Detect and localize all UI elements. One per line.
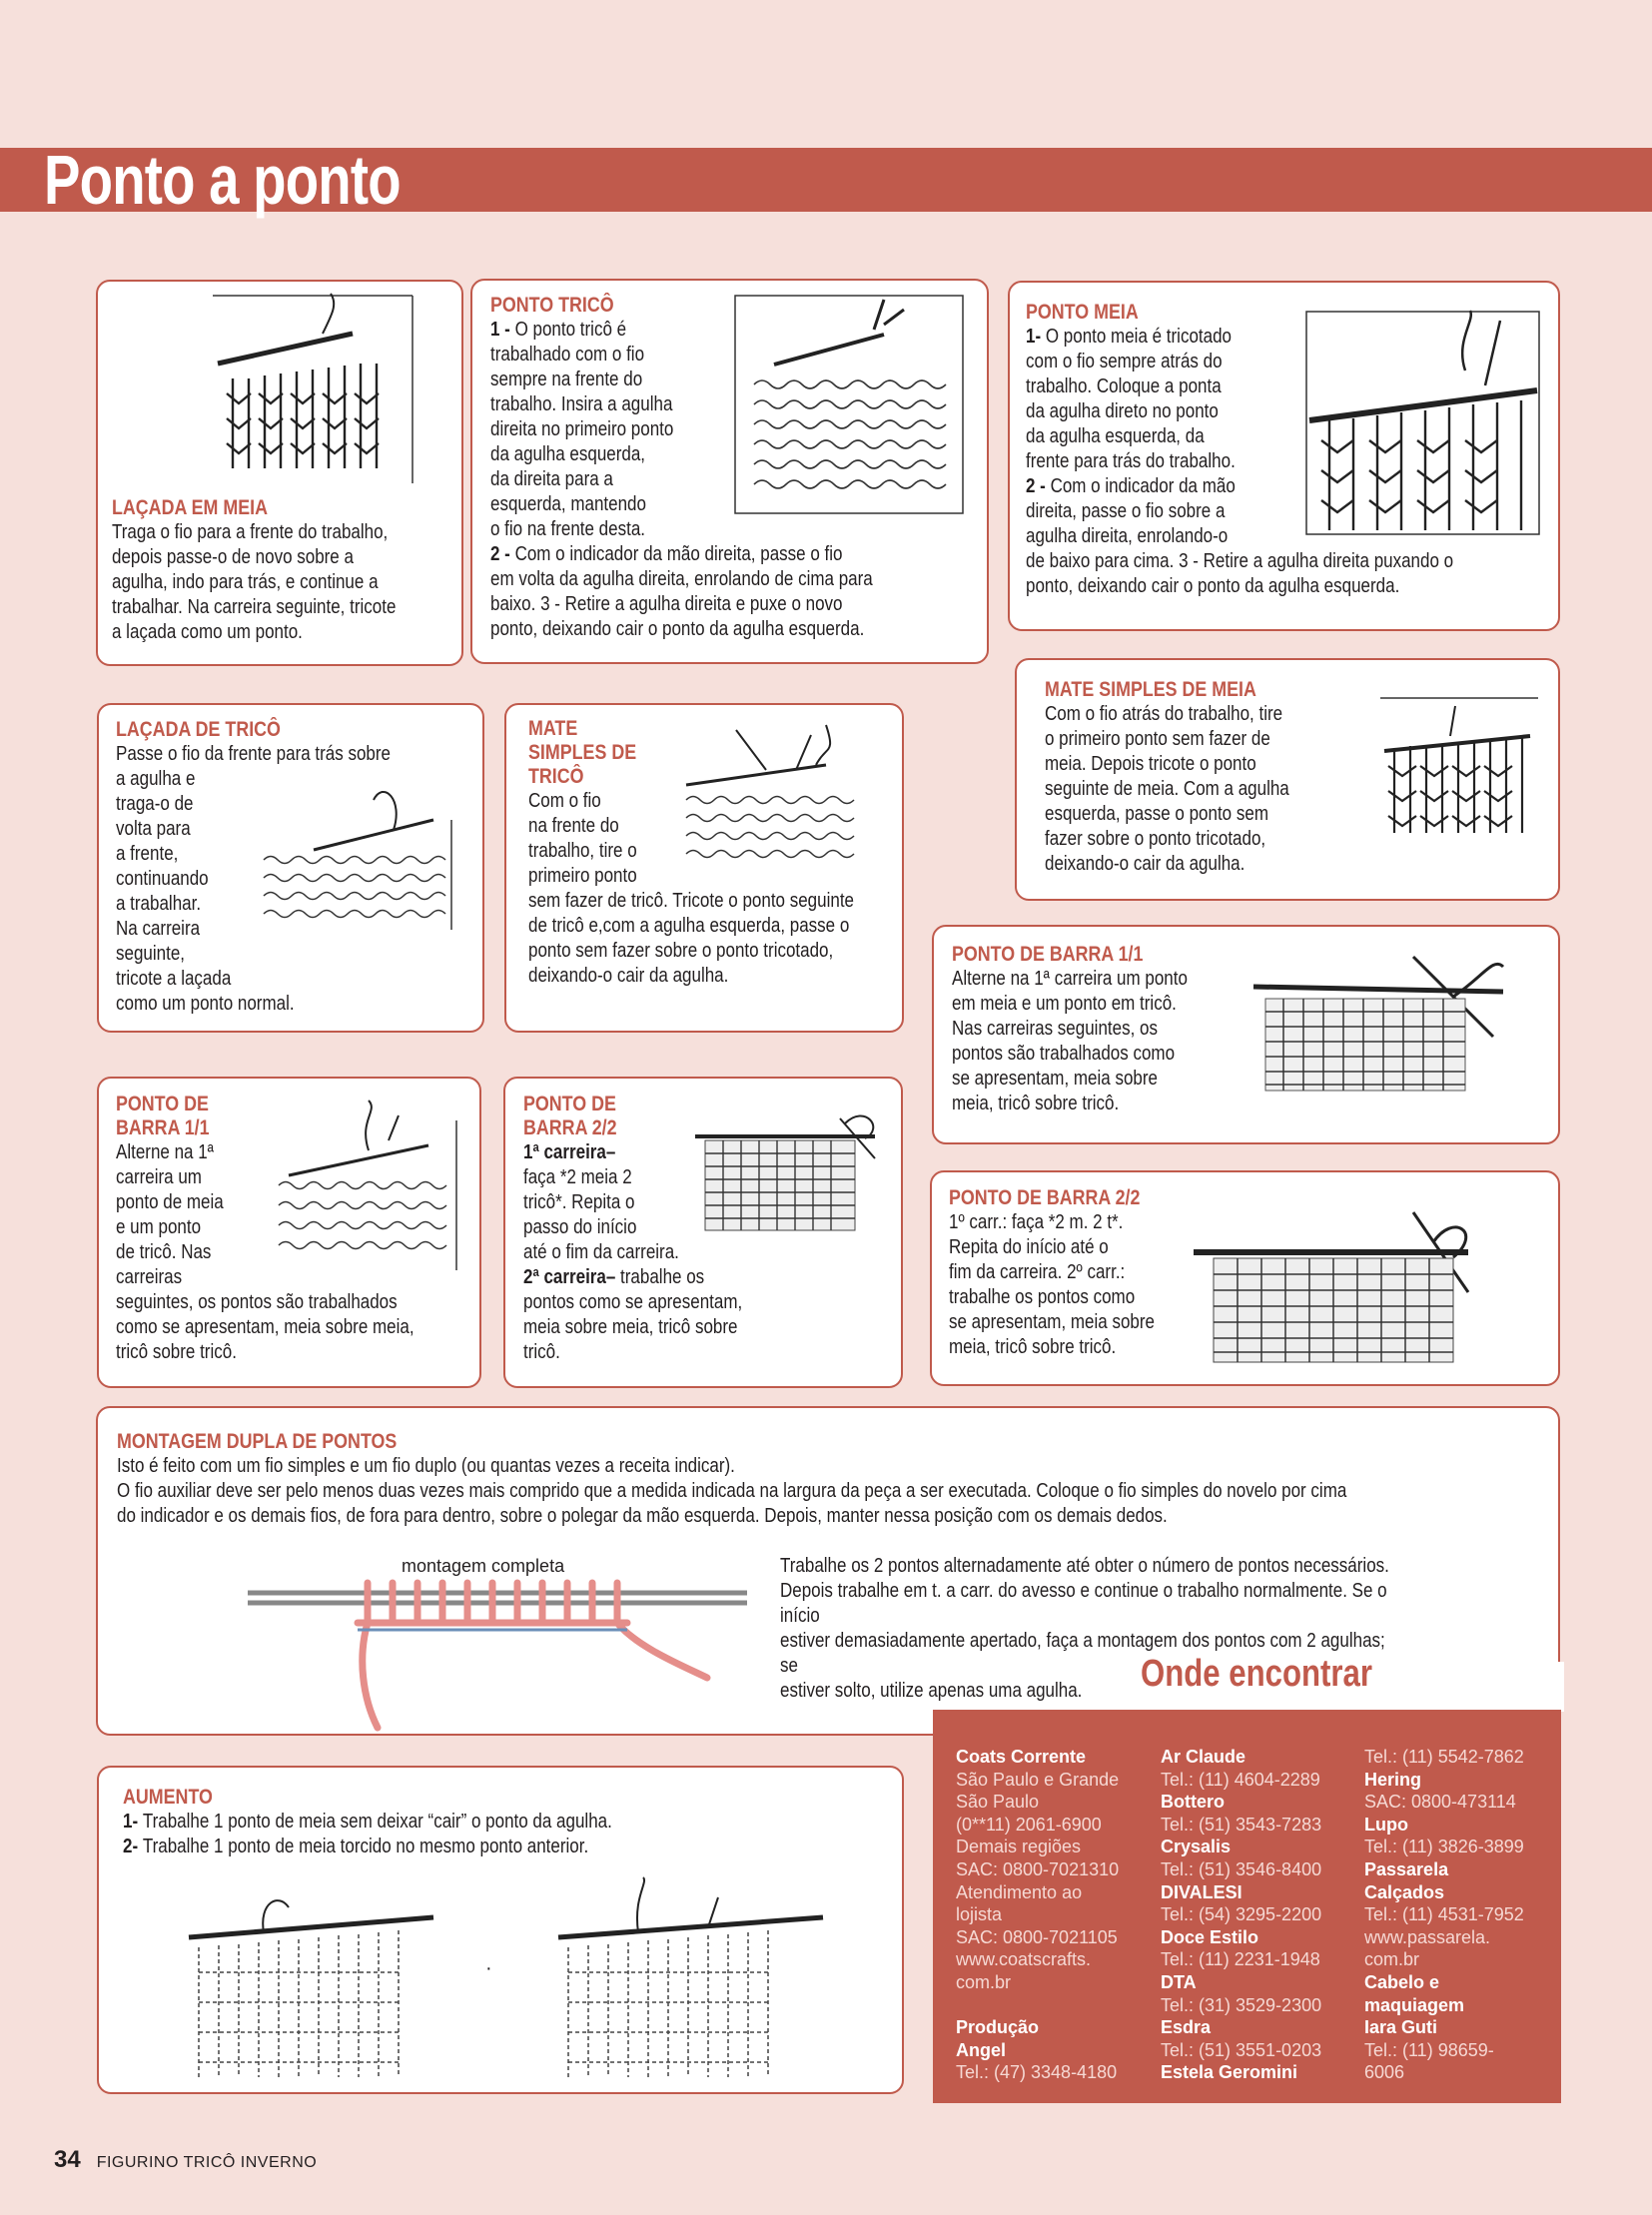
barra11-left-title-2: BARRA 1/1 [116, 1116, 210, 1139]
contact-line [956, 1994, 1119, 2017]
contact-line: com.br [956, 1971, 1012, 1992]
text-line: ponto, deixando cair o ponto da agulha esquerda. [1026, 575, 1400, 597]
text-line: Na carreira [116, 918, 201, 940]
text-line: em meia e um ponto em tricô. [952, 993, 1177, 1015]
text-line: 2 - Com o indicador da mão direita, passe o fio [490, 543, 843, 565]
text-line: a agulha e [116, 768, 196, 790]
text-line: esquerda, passe o ponto sem [1045, 803, 1268, 825]
text-line: de baixo para cima. 3 - Retire a agulha direita puxando o [1026, 550, 1454, 572]
contact-line: Cabelo e [1364, 1971, 1440, 1992]
text-line: estiver solto, utilize apenas uma agulha. [780, 1680, 1083, 1702]
contact-line: www.passarela. [1364, 1926, 1491, 1947]
text-line: volta para [116, 818, 191, 840]
contact-line: Tel.: (54) 3295-2200 [1161, 1904, 1322, 1925]
text-line: trabalhar. Na carreira seguinte, tricote [112, 596, 397, 618]
contact-line: Angel [956, 2039, 1007, 2060]
aumento-title: AUMENTO [123, 1786, 213, 1809]
text-line: frente para trás do trabalho. [1026, 450, 1236, 472]
text-line: baixo. 3 - Retire a agulha direita e puxe o novo [490, 593, 843, 615]
text-line: Alterne na 1ª [116, 1141, 214, 1163]
text-line: como se apresentam, meia sobre meia, [116, 1316, 414, 1338]
contact-line: Tel.: (51) 3551-0203 [1161, 2039, 1322, 2060]
contact-line: Tel.: (11) 2231-1948 [1161, 1949, 1320, 1970]
text-line: tricô*. Repita o [523, 1191, 635, 1213]
contact-line: Hering [1364, 1769, 1422, 1790]
barra22-mid-title-2: BARRA 2/2 [523, 1116, 617, 1139]
text-line: até o fim da carreira. [523, 1241, 679, 1263]
text-line: sempre na frente do [490, 369, 643, 390]
text-line: primeiro ponto [528, 865, 637, 887]
contact-line: Tel.: (11) 4604-2289 [1161, 1769, 1320, 1790]
box-barra-22-right [930, 1170, 1560, 1386]
box-barra-11-left [97, 1077, 481, 1388]
lacada-trico-title: LAÇADA DE TRICÔ [116, 718, 281, 741]
text-line: agulha, indo para trás, e continue a [112, 571, 379, 593]
text-line: o primeiro ponto sem fazer de [1045, 728, 1270, 750]
box-barra-11-right [932, 925, 1560, 1144]
text-line: da agulha esquerda, da [1026, 425, 1205, 447]
barra22-right-title: PONTO DE BARRA 2/2 [949, 1186, 1141, 1209]
text-line: depois passe-o de novo sobre a [112, 546, 354, 568]
text-line: de tricô e,com a agulha esquerda, passe o [528, 915, 850, 937]
text-line: 1- O ponto meia é tricotado [1026, 326, 1233, 348]
contact-line: Lupo [1364, 1814, 1408, 1835]
onde-encontrar-title: Onde encontrar [1141, 1653, 1373, 1695]
contact-line: Doce Estilo [1161, 1926, 1259, 1947]
contact-line: lojista [956, 1904, 1003, 1925]
text-line: 2 - Com o indicador da mão [1026, 475, 1236, 497]
text-line: carreira um [116, 1166, 202, 1188]
text-line: da agulha esquerda, [490, 443, 646, 465]
contact-line: Bottero [1161, 1792, 1225, 1813]
text-line: 1ª carreira– [523, 1141, 616, 1163]
text-line: 1º carr.: faça *2 m. 2 t*. [949, 1211, 1124, 1233]
contact-line: Tel.: (51) 3543-7283 [1161, 1814, 1322, 1835]
contact-line: Estela Geromini [1161, 2062, 1298, 2083]
text-line: a trabalhar. [116, 893, 202, 915]
magazine-name: FIGURINO TRICÔ INVERNO [96, 2154, 318, 2171]
text-line: ponto sem fazer sobre o ponto tricotado, [528, 940, 834, 962]
barra11-right-title: PONTO DE BARRA 1/1 [952, 943, 1144, 966]
text-line: se apresentam, meia sobre [952, 1068, 1158, 1090]
text-line: 2- Trabalhe 1 ponto de meia torcido no mesmo ponto anterior. [123, 1836, 589, 1857]
text-line: deixando-o cair da agulha. [1045, 853, 1245, 875]
text-line: trabalho. Coloque a ponta [1026, 375, 1222, 397]
text-line: sem fazer de tricô. Tricote o ponto seguinte [528, 890, 855, 912]
montagem-illustration [248, 1578, 747, 1738]
text-line: Trabalhe os 2 pontos alternadamente até obter o número de pontos necessários. [780, 1555, 1389, 1577]
text-line: continuando [116, 868, 209, 890]
lacada-meia-illustration [213, 294, 413, 483]
text-line: pontos são trabalhados como [952, 1043, 1176, 1065]
contact-line: Passarela [1364, 1858, 1449, 1879]
contact-line: Atendimento ao [956, 1881, 1083, 1902]
contact-line: maquiagem [1364, 1994, 1465, 2015]
text-line: fim da carreira. 2º carr.: [949, 1261, 1126, 1283]
text-line: traga-o de [116, 793, 194, 815]
aumento-illustration-2 [548, 1877, 828, 2082]
text-line: Com o fio atrás do trabalho, tire [1045, 703, 1283, 725]
text-line: trabalhado com o fio [490, 344, 645, 366]
text-line: tricote a laçada [116, 968, 232, 990]
text-line: como um ponto normal. [116, 993, 295, 1015]
contact-line: Produção [956, 2017, 1040, 2038]
text-line: carreiras [116, 1266, 183, 1288]
page-footer [54, 2146, 317, 2174]
barra22-mid-title-1: PONTO DE [523, 1093, 616, 1115]
text-line: o fio na frente desta. [490, 518, 645, 540]
aumento-illustration-1 [179, 1892, 438, 2082]
text-line: da agulha direto no ponto [1026, 400, 1219, 422]
contact-line: SAC: 0800-473114 [1364, 1792, 1516, 1813]
barra11-left-title-1: PONTO DE [116, 1093, 209, 1115]
contact-line: Coats Corrente [956, 1747, 1087, 1767]
mate-trico-title-1: MATE [528, 717, 578, 740]
contact-line: SAC: 0800-7021310 [956, 1858, 1120, 1879]
text-line: Com o fio [528, 790, 601, 812]
text-line: ponto, deixando cair o ponto da agulha esquerda. [490, 618, 865, 640]
lacada-meia-title: LAÇADA EM MEIA [112, 496, 269, 519]
contact-line: São Paulo e Grande [956, 1769, 1120, 1790]
text-line: na frente do [528, 815, 619, 837]
text-line: pontos como se apresentam, [523, 1291, 743, 1313]
contact-line: DTA [1161, 1971, 1197, 1992]
text-line: 1 - O ponto tricô é [490, 319, 627, 341]
box-aumento [97, 1766, 904, 2094]
text-line: seguinte de meia. Com a agulha [1045, 778, 1289, 800]
contact-line: Ar Claude [1161, 1747, 1246, 1767]
box-mate-simples-trico [504, 703, 904, 1033]
contact-line: SAC: 0800-7021105 [956, 1926, 1118, 1947]
text-line: ponto de meia [116, 1191, 224, 1213]
contact-line: Tel.: (31) 3529-2300 [1161, 1994, 1322, 2015]
text-line: trabalho. Insira a agulha [490, 393, 673, 415]
text-line: de tricô. Nas [116, 1241, 212, 1263]
text-line: agulha direita, enrolando-o [1026, 525, 1229, 547]
contact-line: Crysalis [1161, 1837, 1232, 1857]
contact-line: Esdra [1161, 2017, 1212, 2038]
box-ponto-trico [470, 279, 989, 664]
contact-line: Iara Guti [1364, 2017, 1438, 2038]
contact-line: Demais regiões [956, 1837, 1082, 1857]
contact-line: 6006 [1364, 2062, 1405, 2083]
contact-line: Tel.: (11) 4531-7952 [1364, 1904, 1524, 1925]
box-barra-22-mid [503, 1077, 903, 1388]
text-line: Traga o fio para a frente do trabalho, [112, 521, 389, 543]
onde-col-2 [1161, 1746, 1321, 2084]
contact-line: (0**11) 2061-6900 [956, 1814, 1102, 1835]
text-line: trabalho, tire o [528, 840, 637, 862]
text-line: passo do início [523, 1216, 637, 1238]
text-line: Depois trabalhe em t. a carr. do avesso e continue o trabalho normalmente. Se o início [780, 1580, 1387, 1627]
montagem-caption: montagem completa [402, 1556, 565, 1576]
text-line: seguinte, [116, 943, 185, 965]
text-line: esquerda, mantendo [490, 493, 646, 515]
text-line: Nas carreiras seguintes, os [952, 1018, 1158, 1040]
text-line: se apresentam, meia sobre [949, 1311, 1155, 1333]
text-line: meia sobre meia, tricô sobre [523, 1316, 738, 1338]
text-line: meia, tricô sobre tricô. [949, 1336, 1117, 1358]
text-line: meia, tricô sobre tricô. [952, 1093, 1120, 1114]
text-line: tricô sobre tricô. [116, 1341, 237, 1363]
text-line: em volta da agulha direita, enrolando de cima para [490, 568, 873, 590]
box-mate-simples-meia [1015, 658, 1560, 901]
onde-col-3 [1364, 1746, 1524, 2084]
text-line: a frente, [116, 843, 179, 865]
text-line: Alterne na 1ª carreira um ponto [952, 968, 1188, 990]
contact-line: com.br [1364, 1949, 1420, 1970]
contact-line: Calçados [1364, 1881, 1445, 1902]
text-line: direita no primeiro ponto [490, 418, 674, 440]
montagem-title: MONTAGEM DUPLA DE PONTOS [117, 1430, 398, 1453]
contact-line: DIVALESI [1161, 1881, 1242, 1902]
contact-line: Tel.: (11) 98659- [1364, 2039, 1494, 2060]
contact-line: São Paulo [956, 1792, 1040, 1813]
text-line: e um ponto [116, 1216, 202, 1238]
text-line: trabalhe os pontos como [949, 1286, 1136, 1308]
text-line: a laçada como um ponto. [112, 621, 303, 643]
contact-line: Tel.: (51) 3546-8400 [1161, 1858, 1322, 1879]
box-lacada-em-meia [96, 280, 463, 666]
text-line: com o fio sempre atrás do [1026, 351, 1223, 372]
box-ponto-meia [1008, 281, 1560, 631]
text-line: tricô. [523, 1341, 560, 1363]
text-line: da direita para a [490, 468, 613, 490]
text-line: 1- Trabalhe 1 ponto de meia sem deixar “cair” o ponto da agulha. [123, 1811, 612, 1833]
box-lacada-de-trico [97, 703, 484, 1033]
text-line: 2ª carreira– trabalhe os [523, 1266, 705, 1288]
page-title: Ponto a ponto [44, 141, 401, 219]
contact-line: Tel.: (11) 5542-7862 [1364, 1747, 1524, 1767]
text-line: seguintes, os pontos são trabalhados [116, 1291, 398, 1313]
text-line: estiver demasiadamente apertado, faça a montagem dos pontos com 2 agulhas; se [780, 1630, 1385, 1677]
text-line: fazer sobre o ponto tricotado, [1045, 828, 1266, 850]
onde-encontrar-panel [933, 1710, 1561, 2103]
text-line: Isto é feito com um fio simples e um fio duplo (ou quantas vezes a receita indicar). [117, 1455, 735, 1477]
text-line: O fio auxiliar deve ser pelo menos duas vezes mais comprido que a medida indicada na largura da peça a ser executada. Coloque o fio simples do novelo por cima [117, 1480, 1347, 1502]
text-line: meia. Depois tricote o ponto [1045, 753, 1256, 775]
text-line: deixando-o cair da agulha. [528, 965, 729, 987]
contact-line: Tel.: (11) 3826-3899 [1364, 1837, 1524, 1857]
mate-trico-title-3: TRICÔ [528, 765, 584, 788]
contact-line: Tel.: (47) 3348-4180 [956, 2062, 1118, 2083]
contact-line: www.coatscrafts. [956, 1949, 1092, 1970]
page-number: 34 [54, 2146, 81, 2173]
ponto-trico-title: PONTO TRICÔ [490, 294, 614, 317]
mate-trico-title-2: SIMPLES DE [528, 741, 637, 764]
text-line: Repita do início até o [949, 1236, 1109, 1258]
text-line: Passe o fio da frente para trás sobre [116, 743, 391, 765]
title-banner [0, 141, 1652, 219]
ponto-meia-title: PONTO MEIA [1026, 301, 1139, 324]
text-line: direita, passe o fio sobre a [1026, 500, 1226, 522]
mate-meia-title: MATE SIMPLES DE MEIA [1045, 678, 1256, 701]
separator-dot: · [485, 1957, 492, 1979]
text-line: do indicador e os demais fios, de fora para dentro, sobre o polegar da mão esquerda. Depois, manter nessa posição com os demais dedos. [117, 1505, 1168, 1527]
text-line: faça *2 meia 2 [523, 1166, 632, 1188]
